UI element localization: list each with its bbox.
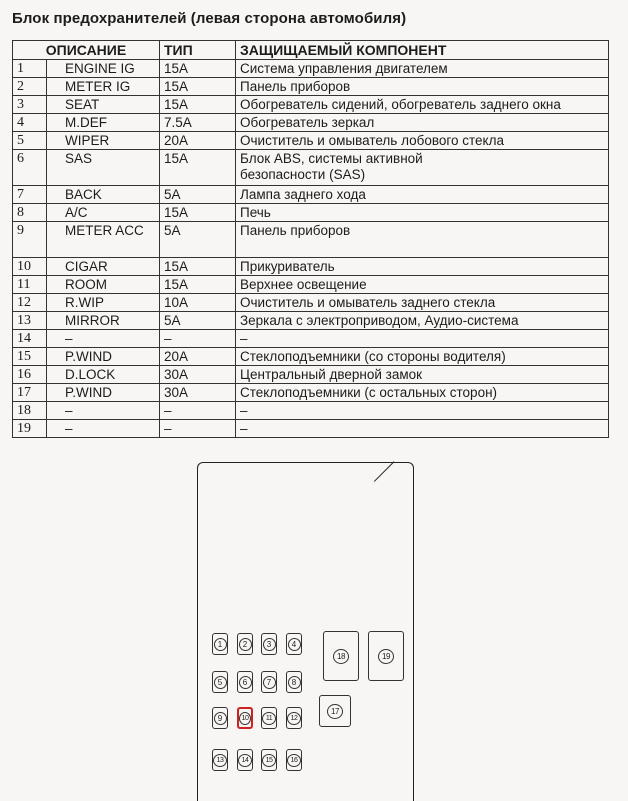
fuse-description: WIPER	[47, 132, 160, 150]
table-header-row	[13, 41, 609, 60]
fuse-description: M.DEF	[47, 114, 160, 132]
header-component: ЗАЩИЩАЕМЫЙ КОМПОНЕНТ	[236, 41, 609, 60]
fuse-number: 6	[13, 150, 47, 186]
fuse-slot-19	[368, 631, 404, 681]
fuse-slot-18	[323, 631, 359, 681]
fuse-number: 1	[13, 60, 47, 78]
fuse-slot-5	[212, 671, 228, 693]
fuse-component: –	[236, 420, 609, 438]
fuse-description: A/C	[47, 204, 160, 222]
fuse-description: ENGINE IG	[47, 60, 160, 78]
table-row	[13, 60, 609, 78]
fuse-type: 5A	[160, 222, 236, 258]
fuse-component: Панель приборов	[236, 222, 609, 258]
fuse-number: 2	[13, 78, 47, 96]
fuse-number-label: 3	[263, 638, 276, 651]
fuse-table	[12, 40, 609, 438]
fuse-component: Очиститель и омыватель лобового стекла	[236, 132, 609, 150]
fuse-type: 15A	[160, 276, 236, 294]
table-row	[13, 420, 609, 438]
fuse-description: P.WIND	[47, 384, 160, 402]
fuse-number: 5	[13, 132, 47, 150]
table-row	[13, 294, 609, 312]
fuse-number-label: 1	[214, 638, 227, 651]
table-row	[13, 312, 609, 330]
fuse-type: 5A	[160, 312, 236, 330]
fuse-number-label: 6	[239, 676, 252, 689]
fuse-type: 10A	[160, 294, 236, 312]
fuse-component: Стеклоподъемники (со стороны водителя)	[236, 348, 609, 366]
fuse-description: D.LOCK	[47, 366, 160, 384]
fuse-number: 8	[13, 204, 47, 222]
fuse-component: Система управления двигателем	[236, 60, 609, 78]
fuse-type: 15A	[160, 78, 236, 96]
fuse-number: 14	[13, 330, 47, 348]
fuse-number-label: 19	[378, 649, 394, 664]
fuse-component: Обогреватель зеркал	[236, 114, 609, 132]
table-row	[13, 258, 609, 276]
table-row	[13, 402, 609, 420]
fuse-number-label: 18	[333, 649, 349, 664]
fuse-number-label: 2	[239, 638, 252, 651]
table-row	[13, 96, 609, 114]
fuse-description: –	[47, 420, 160, 438]
table-row	[13, 276, 609, 294]
fuse-slot-14	[237, 749, 253, 771]
fuse-number-label: 4	[288, 638, 301, 651]
fuse-number-label: 9	[214, 712, 227, 725]
fuse-slot-7	[261, 671, 277, 693]
fuse-slot-2	[237, 633, 253, 655]
table-row	[13, 186, 609, 204]
table-row	[13, 132, 609, 150]
fuse-type: 5A	[160, 186, 236, 204]
fuse-component: Очиститель и омыватель заднего стекла	[236, 294, 609, 312]
fuse-slot-9	[212, 707, 228, 729]
fuse-box-corner	[374, 461, 395, 482]
table-row	[13, 114, 609, 132]
table-row	[13, 330, 609, 348]
fuse-type: 15A	[160, 258, 236, 276]
header-description: ОПИСАНИЕ	[13, 41, 160, 60]
fuse-number-label: 5	[214, 676, 227, 689]
fuse-slot-17	[319, 695, 351, 727]
fuse-slot-11	[261, 707, 277, 729]
fuse-description: METER IG	[47, 78, 160, 96]
fuse-description: SAS	[47, 150, 160, 186]
fuse-description: P.WIND	[47, 348, 160, 366]
fuse-slot-3	[261, 633, 277, 655]
fuse-number: 19	[13, 420, 47, 438]
fuse-component: Панель приборов	[236, 78, 609, 96]
fuse-number-label: 8	[288, 676, 301, 689]
fuse-description: –	[47, 402, 160, 420]
fuse-slot-8	[286, 671, 302, 693]
fuse-component: Лампа заднего хода	[236, 186, 609, 204]
fuse-type: 15A	[160, 204, 236, 222]
fuse-number: 10	[13, 258, 47, 276]
fuse-description: BACK	[47, 186, 160, 204]
fuse-slot-12	[286, 707, 302, 729]
fuse-number: 11	[13, 276, 47, 294]
fuse-slot-13	[212, 749, 228, 771]
fuse-slot-1	[212, 633, 228, 655]
fuse-number: 18	[13, 402, 47, 420]
fuse-type: 7.5A	[160, 114, 236, 132]
fuse-number-label: 14	[238, 754, 252, 767]
fuse-number: 3	[13, 96, 47, 114]
fuse-type: 30A	[160, 366, 236, 384]
fuse-slot-4	[286, 633, 302, 655]
fuse-type: –	[160, 420, 236, 438]
fuse-number-label: 10	[239, 712, 251, 725]
fuse-component: Блок ABS, системы активной безопасности (SAS)	[236, 150, 609, 186]
fuse-type: 15A	[160, 150, 236, 186]
table-row	[13, 204, 609, 222]
fuse-description: R.WIP	[47, 294, 160, 312]
page-title: Блок предохранителей (левая сторона автомобиля)	[12, 10, 407, 27]
fuse-type: 20A	[160, 348, 236, 366]
fuse-number-label: 11	[262, 712, 276, 725]
fuse-description: METER ACC	[47, 222, 160, 258]
fuse-type: –	[160, 402, 236, 420]
fuse-number: 7	[13, 186, 47, 204]
fuse-number: 17	[13, 384, 47, 402]
table-row	[13, 366, 609, 384]
fuse-slot-6	[237, 671, 253, 693]
fuse-number-label: 13	[213, 754, 227, 767]
fuse-component: –	[236, 402, 609, 420]
fuse-description: –	[47, 330, 160, 348]
fuse-type: 30A	[160, 384, 236, 402]
table-row	[13, 222, 609, 258]
fuse-component: Верхнее освещение	[236, 276, 609, 294]
fuse-description: CIGAR	[47, 258, 160, 276]
header-type: ТИП	[160, 41, 236, 60]
fuse-description: SEAT	[47, 96, 160, 114]
fuse-number-label: 12	[287, 712, 301, 725]
fuse-number-label: 16	[287, 754, 301, 767]
fuse-component: Центральный дверной замок	[236, 366, 609, 384]
fuse-type: 20A	[160, 132, 236, 150]
fuse-box-diagram	[197, 462, 414, 801]
fuse-component: Стеклоподъемники (с остальных сторон)	[236, 384, 609, 402]
fuse-type: –	[160, 330, 236, 348]
fuse-component: Прикуриватель	[236, 258, 609, 276]
fuse-number: 9	[13, 222, 47, 258]
fuse-type: 15A	[160, 60, 236, 78]
fuse-number: 4	[13, 114, 47, 132]
table-row	[13, 150, 609, 186]
fuse-component: –	[236, 330, 609, 348]
fuse-description: ROOM	[47, 276, 160, 294]
fuse-number: 13	[13, 312, 47, 330]
fuse-number: 16	[13, 366, 47, 384]
fuse-number: 15	[13, 348, 47, 366]
fuse-slot-10	[237, 707, 253, 729]
fuse-slot-16	[286, 749, 302, 771]
fuse-component: Зеркала с электроприводом, Аудио-система	[236, 312, 609, 330]
fuse-component: Печь	[236, 204, 609, 222]
fuse-number-label: 17	[327, 704, 343, 719]
fuse-type: 15A	[160, 96, 236, 114]
fuse-description: MIRROR	[47, 312, 160, 330]
table-row	[13, 348, 609, 366]
fuse-slot-15	[261, 749, 277, 771]
table-row	[13, 78, 609, 96]
fuse-number-label: 15	[262, 754, 276, 767]
fuse-number-label: 7	[263, 676, 276, 689]
fuse-component: Обогреватель сидений, обогреватель заднего окна	[236, 96, 609, 114]
fuse-number: 12	[13, 294, 47, 312]
table-row	[13, 384, 609, 402]
